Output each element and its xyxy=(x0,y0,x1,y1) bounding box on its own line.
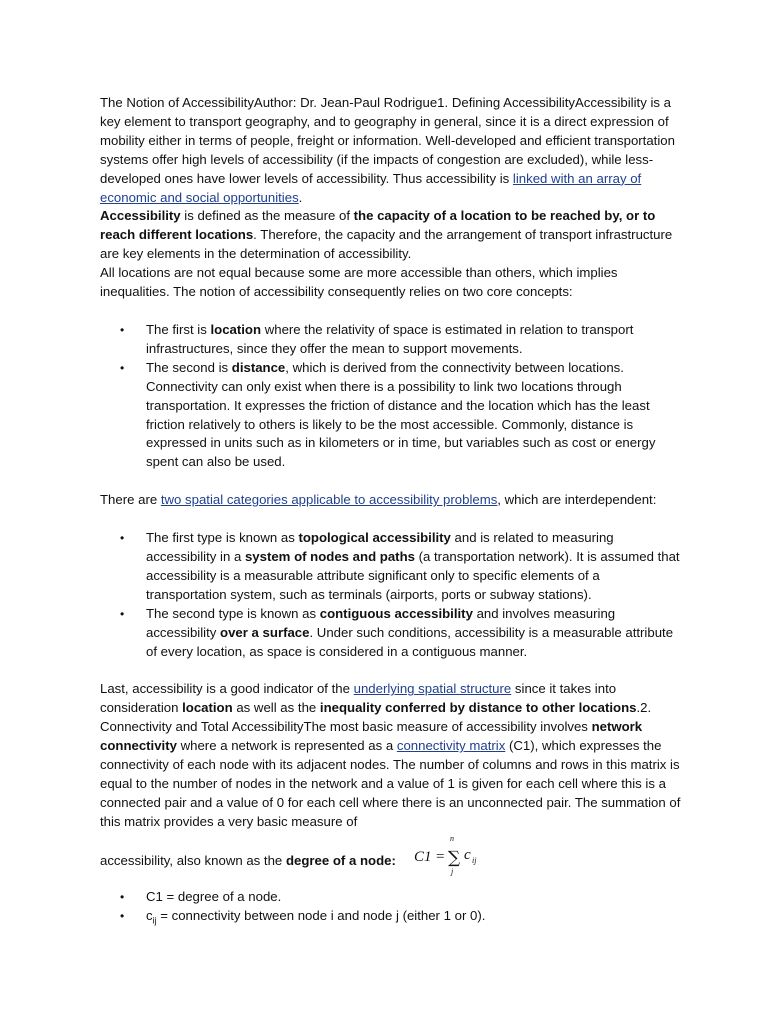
list-item xyxy=(100,888,682,907)
list-item xyxy=(100,907,682,931)
intro-text-end: . xyxy=(298,189,303,205)
list-item-text: where the relativity of space is estimated in relation to transport infrastructures, since they offer the mean to support movements. xyxy=(146,321,634,356)
list-item xyxy=(100,359,682,472)
paragraph-text: Last, accessibility is a good indicator of the xyxy=(100,681,354,697)
cij-symbol: c xyxy=(146,907,153,923)
degree-formula xyxy=(412,832,492,876)
list-item xyxy=(100,529,682,605)
list-item-text: and involves measuring accessibility xyxy=(146,605,616,640)
paragraph-text: .2. Connectivity and Total AccessibilityThe most basic measure of accessibility involves xyxy=(100,700,652,735)
list-item xyxy=(100,321,682,359)
list-item-bold: contiguous accessibility xyxy=(319,605,473,621)
connectivity-matrix-link[interactable]: connectivity matrix xyxy=(396,738,506,754)
paragraph-bold: network connectivity xyxy=(100,719,643,754)
last-paragraph xyxy=(100,680,682,831)
accessibility-term: Accessibility xyxy=(100,208,181,224)
cij-subscript: ij xyxy=(152,915,157,926)
formula-graphic xyxy=(412,832,492,876)
spacer xyxy=(100,302,682,321)
economic-social-opportunities-link[interactable]: linked with an array of economic and social opportunities xyxy=(100,170,642,205)
definition-item-text: = connectivity between node i and node j (either 1 or 0). xyxy=(156,907,486,923)
accessibility-types-list xyxy=(100,529,682,661)
list-item-bold: over a surface xyxy=(220,624,310,640)
definition-paragraph xyxy=(100,207,682,264)
paragraph-bold: inequality conferred by distance to other locations xyxy=(319,700,637,716)
list-item-text: and is related to measuring accessibility in a xyxy=(146,530,614,565)
formula-equals: = xyxy=(436,848,445,865)
paragraph-text: where a network is represented as a xyxy=(176,738,397,754)
paragraph-text: since it takes into consideration xyxy=(100,681,617,716)
list-item-text: (a transportation network). It is assumed that accessibility is a measurable attribute significant only to specific elements of a transportation system, such as terminals (airports, ports or subway stations). xyxy=(146,549,680,602)
definition-text: is defined as the measure of xyxy=(180,208,354,224)
list-item-text: , which is derived from the connectivity between locations. Connectivity can only exist when there is a possibility to link two locations through transportation. It expresses the friction of distance and the location which has the least friction relatively to others is likely to be the most accessible. Commonly, distance is expressed in units such as in kilometers or in time, but variables such as cost or energy spent can also be used. xyxy=(146,359,656,470)
core-concepts-list xyxy=(100,321,682,472)
definitions-list xyxy=(100,888,682,930)
summation-sign: ∑ xyxy=(448,847,461,868)
spacer xyxy=(100,661,682,680)
list-item-bold: system of nodes and paths xyxy=(244,549,415,565)
spacer xyxy=(100,878,682,888)
intro-paragraph xyxy=(100,94,682,207)
categories-paragraph xyxy=(100,491,682,510)
list-item-text: The second is xyxy=(146,359,232,375)
spatial-structure-link[interactable]: underlying spatial structure xyxy=(353,681,512,697)
list-item-text: . Under such conditions, accessibility is a measurable attribute of every location, as space is considered in a contiguous manner. xyxy=(146,624,674,659)
list-item-text: The first is xyxy=(146,321,211,337)
formula-lhs: C1 xyxy=(414,848,432,865)
formula-variable: c xyxy=(464,846,471,863)
list-item-text: The second type is known as xyxy=(146,605,320,621)
paragraph-bold: location xyxy=(182,700,233,716)
spacer xyxy=(100,510,682,529)
sum-upper-limit: n xyxy=(450,833,454,843)
list-item-bold: location xyxy=(210,321,262,337)
categories-text-end: , which are interdependent: xyxy=(497,492,657,508)
paragraph-text: (C1), which expresses the connectivity of each node with its adjacent nodes. The number of columns and rows in this matrix is equal to the number of nodes in the network and a value of 1 is given for each cell where this is a connected pair and a value of 0 for each cell where there is an unconnected pair. The summation of this matrix provides a very basic measure of xyxy=(100,738,681,829)
definition-text-end: . Therefore, the capacity and the arrangement of transport infrastructure are key elements in the determination of accessibility. xyxy=(100,227,673,262)
list-item xyxy=(100,605,682,662)
categories-text: There are xyxy=(100,492,161,508)
list-item-text: The first type is known as xyxy=(146,530,299,546)
spatial-categories-link[interactable]: two spatial categories applicable to accessibility problems xyxy=(160,492,498,508)
list-item-bold: distance xyxy=(231,359,286,375)
inequality-paragraph: All locations are not equal because some are more accessible than others, which implies inequalities. The notion of accessibility consequently relies on two core concepts: xyxy=(100,265,618,300)
spacer xyxy=(100,472,682,491)
definition-item-text: C1 = degree of a node. xyxy=(146,888,282,904)
document-body xyxy=(100,94,682,930)
list-item-bold: topological accessibility xyxy=(298,530,451,546)
paragraph-text: as well as the xyxy=(232,700,320,716)
formula-line xyxy=(100,832,682,878)
formula-subscript: ij xyxy=(472,855,477,865)
formula-caption-text: accessibility, also known as the xyxy=(100,852,286,868)
formula-caption xyxy=(100,852,396,871)
definition-bold: the capacity of a location to be reached by, or to reach different locations xyxy=(100,208,656,243)
intro-text: The Notion of AccessibilityAuthor: Dr. Jean-Paul Rodrigue1. Defining AccessibilityAccessibility is a key element to transport geography, and to geography in general, since it is a direct expression of mobility either in terms of people, freight or information. Well-developed and efficient transportation systems offer high levels of accessibility (if the impacts of congestion are excluded), while less-developed ones have lower levels of accessibility. Thus accessibility is xyxy=(100,95,675,186)
sum-lower-index: j xyxy=(451,866,454,876)
degree-of-node-term: degree of a node: xyxy=(285,852,396,868)
